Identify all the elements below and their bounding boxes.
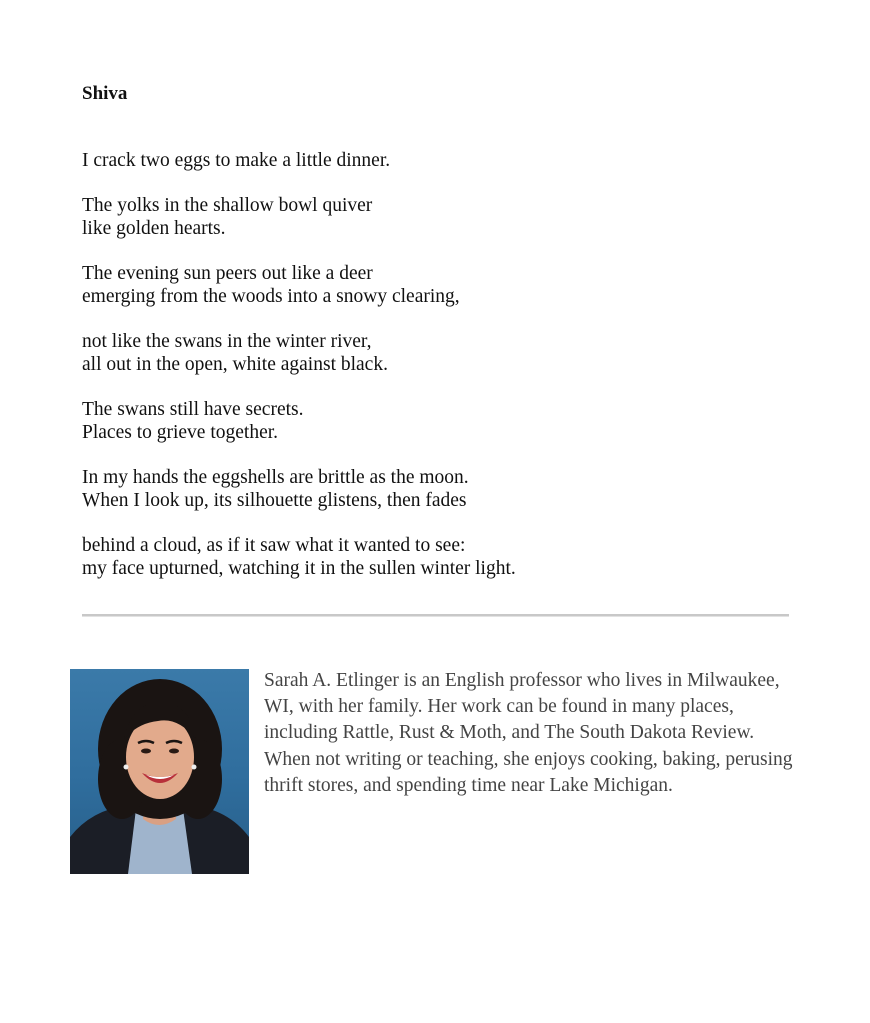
stanza — [82, 330, 802, 376]
poem-line: like golden hearts. — [82, 218, 226, 239]
poem-line: When I look up, its silhouette glistens, then fades — [82, 490, 467, 511]
poem-line: In my hands the eggshells are brittle as the moon. — [82, 467, 469, 488]
author-photo — [70, 669, 249, 874]
poem-line: all out in the open, white against black. — [82, 354, 388, 375]
poem-line: Places to grieve together. — [82, 422, 279, 443]
stanza — [82, 149, 802, 172]
poem-line: I crack two eggs to make a little dinner. — [82, 150, 391, 171]
poem-title: Shiva — [82, 83, 128, 104]
poem-line: behind a cloud, as if it saw what it wanted to see: — [82, 535, 466, 556]
poem-body — [82, 149, 802, 602]
poem-line: The swans still have secrets. — [82, 399, 304, 420]
stanza — [82, 534, 802, 580]
section-divider — [82, 614, 789, 617]
stanza — [82, 398, 802, 444]
poem-line: The yolks in the shallow bowl quiver — [82, 195, 373, 216]
author-bio: Sarah A. Etlinger is an English professor who lives in Milwaukee, WI, with her family. Her work can be found in many places, including Rattle, Rust & Moth, and The South Dakota Review. When not writing or teaching, she enjoys cooking, baking, perusing thrift stores, and spending time near Lake Michigan. — [264, 670, 793, 796]
stanza — [82, 262, 802, 308]
stanza — [82, 466, 802, 512]
poem-line: not like the swans in the winter river, — [82, 331, 372, 352]
poem-line: emerging from the woods into a snowy clearing, — [82, 286, 460, 307]
author-portrait-illustration — [70, 669, 249, 874]
stanza — [82, 194, 802, 240]
poem-line: my face upturned, watching it in the sullen winter light. — [82, 558, 516, 579]
poem-line: The evening sun peers out like a deer — [82, 263, 373, 284]
